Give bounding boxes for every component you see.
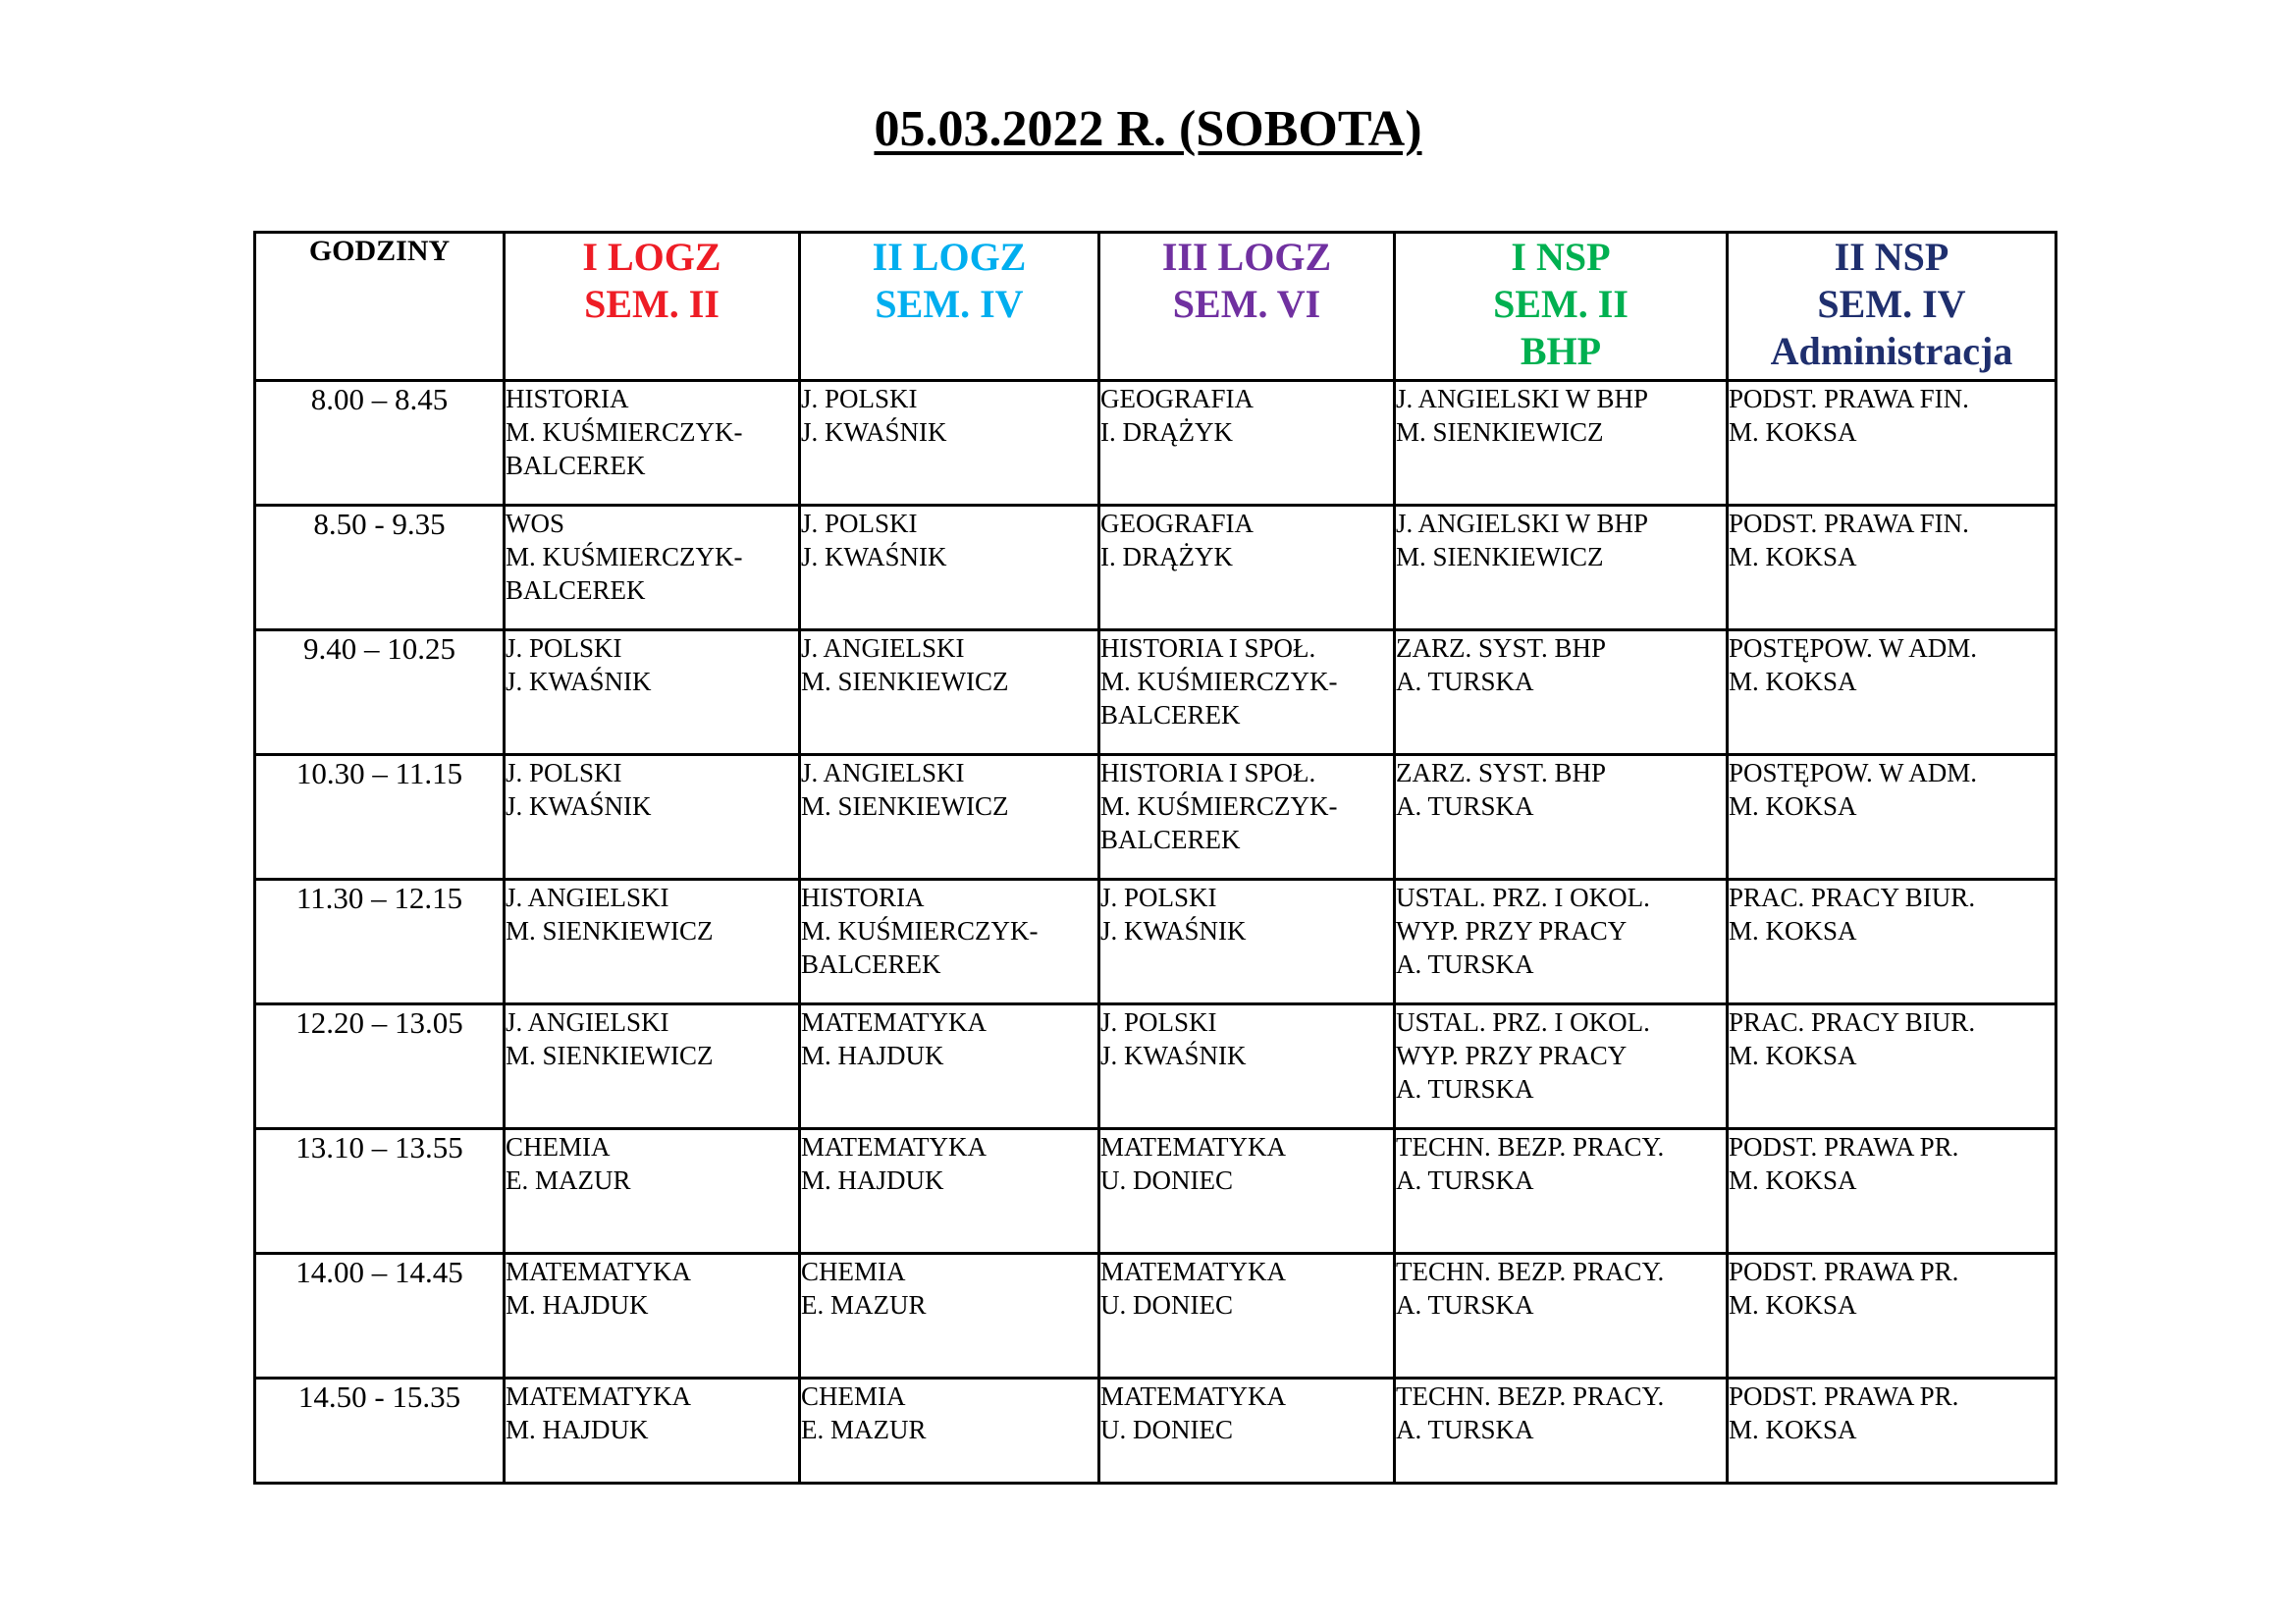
header-col-5-line: SEM. IV — [1817, 282, 1966, 326]
lesson-cell — [1728, 880, 2056, 1004]
header-col-5-line: II NSP — [1834, 235, 1949, 279]
lesson-cell — [1099, 1254, 1395, 1379]
lesson-cell — [1728, 1379, 2056, 1484]
lesson-cell — [505, 1254, 800, 1379]
lesson-line: M. SIENKIEWICZ — [801, 791, 1009, 821]
lesson-cell — [1395, 880, 1728, 1004]
table-row — [255, 880, 2056, 1004]
table-row — [255, 381, 2056, 506]
lesson-line: BALCEREK — [506, 451, 646, 480]
lesson-line: CHEMIA — [506, 1132, 611, 1162]
lesson-line: TECHN. BEZP. PRACY. — [1396, 1257, 1665, 1286]
lesson-line: POSTĘPOW. W ADM. — [1729, 633, 1978, 663]
time-slot: 9.40 – 10.25 — [255, 630, 505, 755]
header-col-3-line: SEM. VI — [1172, 282, 1321, 326]
lesson-line: J. ANGIELSKI — [506, 1007, 669, 1037]
lesson-cell — [800, 1379, 1099, 1484]
lesson-line: J. POLSKI — [1100, 883, 1217, 912]
lesson-line: A. TURSKA — [1396, 1290, 1534, 1320]
time-slot: 8.00 – 8.45 — [255, 381, 505, 506]
lesson-line: A. TURSKA — [1396, 1165, 1534, 1195]
lesson-line: U. DONIEC — [1100, 1290, 1233, 1320]
lesson-line: USTAL. PRZ. I OKOL. — [1396, 883, 1650, 912]
lesson-line: E. MAZUR — [801, 1290, 927, 1320]
lesson-line: M. KUŚMIERCZYK- — [506, 417, 743, 447]
header-col-4-line: BHP — [1520, 329, 1602, 373]
time-slot: 13.10 – 13.55 — [255, 1129, 505, 1254]
lesson-cell — [1395, 381, 1728, 506]
lesson-cell — [1099, 381, 1395, 506]
lesson-line: J. POLSKI — [1100, 1007, 1217, 1037]
lesson-cell — [505, 1004, 800, 1129]
lesson-line: CHEMIA — [801, 1257, 906, 1286]
time-slot: 11.30 – 12.15 — [255, 880, 505, 1004]
lesson-line: U. DONIEC — [1100, 1415, 1233, 1444]
lesson-line: GEOGRAFIA — [1100, 509, 1255, 538]
lesson-line: M. KOKSA — [1729, 417, 1857, 447]
lesson-cell — [1395, 1379, 1728, 1484]
lesson-line: TECHN. BEZP. PRACY. — [1396, 1132, 1665, 1162]
header-col-2-line: II LOGZ — [872, 235, 1027, 279]
lesson-cell — [1728, 1129, 2056, 1254]
lesson-cell — [1395, 1129, 1728, 1254]
lesson-line: J. ANGIELSKI — [506, 883, 669, 912]
schedule-body — [255, 381, 2056, 1484]
lesson-cell — [1099, 630, 1395, 755]
lesson-cell — [1395, 755, 1728, 880]
lesson-line: E. MAZUR — [506, 1165, 631, 1195]
lesson-line: M. SIENKIEWICZ — [506, 1041, 714, 1070]
lesson-line: HISTORIA I SPOŁ. — [1100, 758, 1316, 787]
table-row — [255, 1004, 2056, 1129]
lesson-line: M. KUŚMIERCZYK- — [1100, 791, 1338, 821]
lesson-line: M. SIENKIEWICZ — [1396, 542, 1604, 571]
lesson-line: MATEMATYKA — [506, 1257, 691, 1286]
lesson-line: E. MAZUR — [801, 1415, 927, 1444]
lesson-cell — [505, 1379, 800, 1484]
lesson-line: J. ANGIELSKI — [801, 758, 965, 787]
header-col-4-line: I NSP — [1511, 235, 1611, 279]
lesson-line: A. TURSKA — [1396, 1415, 1534, 1444]
lesson-cell — [505, 1129, 800, 1254]
lesson-cell — [1099, 1129, 1395, 1254]
lesson-line: BALCEREK — [1100, 825, 1241, 854]
time-slot: 8.50 - 9.35 — [255, 506, 505, 630]
lesson-line: HISTORIA — [801, 883, 925, 912]
lesson-cell — [1099, 1379, 1395, 1484]
lesson-line: M. KOKSA — [1729, 916, 1857, 946]
lesson-line: M. KOKSA — [1729, 542, 1857, 571]
header-col-5 — [1728, 233, 2056, 381]
lesson-line: J. ANGIELSKI W BHP — [1396, 384, 1649, 413]
lesson-cell — [505, 755, 800, 880]
lesson-line: M. KUŚMIERCZYK- — [1100, 667, 1338, 696]
lesson-line: USTAL. PRZ. I OKOL. — [1396, 1007, 1650, 1037]
lesson-line: A. TURSKA — [1396, 1074, 1534, 1104]
lesson-line: M. SIENKIEWICZ — [1396, 417, 1604, 447]
lesson-cell — [800, 755, 1099, 880]
header-row — [255, 233, 2056, 381]
lesson-line: ZARZ. SYST. BHP — [1396, 758, 1607, 787]
lesson-line: U. DONIEC — [1100, 1165, 1233, 1195]
lesson-line: WOS — [506, 509, 564, 538]
lesson-cell — [1099, 1004, 1395, 1129]
lesson-line: MATEMATYKA — [1100, 1381, 1286, 1411]
lesson-line: MATEMATYKA — [1100, 1132, 1286, 1162]
lesson-line: M. KUŚMIERCZYK- — [506, 542, 743, 571]
lesson-cell — [800, 880, 1099, 1004]
lesson-line: BALCEREK — [1100, 700, 1241, 730]
lesson-cell — [1728, 630, 2056, 755]
lesson-line: J. KWAŚNIK — [1100, 1041, 1247, 1070]
header-col-1-line: I LOGZ — [582, 235, 721, 279]
lesson-line: CHEMIA — [801, 1381, 906, 1411]
time-slot: 10.30 – 11.15 — [255, 755, 505, 880]
page-title — [0, 98, 2296, 161]
lesson-line: HISTORIA — [506, 384, 629, 413]
lesson-line: I. DRĄŻYK — [1100, 417, 1233, 447]
header-col-5-line: Administracja — [1770, 329, 2013, 373]
lesson-cell — [1395, 630, 1728, 755]
lesson-cell — [1728, 755, 2056, 880]
lesson-cell — [1728, 1004, 2056, 1129]
lesson-line: M. HAJDUK — [506, 1415, 649, 1444]
lesson-line: POSTĘPOW. W ADM. — [1729, 758, 1978, 787]
lesson-cell — [505, 630, 800, 755]
lesson-line: M. KOKSA — [1729, 1041, 1857, 1070]
lesson-line: M. SIENKIEWICZ — [506, 916, 714, 946]
lesson-cell — [800, 506, 1099, 630]
lesson-line: PODST. PRAWA FIN. — [1729, 384, 1969, 413]
lesson-line: GEOGRAFIA — [1100, 384, 1255, 413]
lesson-line: J. ANGIELSKI — [801, 633, 965, 663]
lesson-line: PODST. PRAWA PR. — [1729, 1381, 1959, 1411]
lesson-cell — [1728, 506, 2056, 630]
lesson-line: ZARZ. SYST. BHP — [1396, 633, 1607, 663]
lesson-line: PRAC. PRACY BIUR. — [1729, 883, 1976, 912]
table-row — [255, 755, 2056, 880]
lesson-cell — [800, 1254, 1099, 1379]
lesson-line: MATEMATYKA — [801, 1007, 987, 1037]
lesson-cell — [800, 630, 1099, 755]
time-slot: 12.20 – 13.05 — [255, 1004, 505, 1129]
header-col-1 — [505, 233, 800, 381]
lesson-line: A. TURSKA — [1396, 791, 1534, 821]
lesson-line: J. KWAŚNIK — [801, 417, 947, 447]
lesson-line: PODST. PRAWA PR. — [1729, 1132, 1959, 1162]
lesson-line: M. HAJDUK — [801, 1165, 944, 1195]
lesson-line: HISTORIA I SPOŁ. — [1100, 633, 1316, 663]
lesson-line: M. HAJDUK — [506, 1290, 649, 1320]
header-godziny: GODZINY — [255, 233, 505, 381]
lesson-cell — [1099, 755, 1395, 880]
time-slot: 14.00 – 14.45 — [255, 1254, 505, 1379]
lesson-cell — [1395, 506, 1728, 630]
lesson-line: M. KOKSA — [1729, 1290, 1857, 1320]
header-col-1-line: SEM. II — [584, 282, 720, 326]
lesson-line: PODST. PRAWA FIN. — [1729, 509, 1969, 538]
lesson-line: J. POLSKI — [801, 384, 918, 413]
table-row — [255, 1379, 2056, 1484]
time-slot: 14.50 - 15.35 — [255, 1379, 505, 1484]
lesson-line: M. KOKSA — [1729, 1415, 1857, 1444]
lesson-cell — [505, 880, 800, 1004]
lesson-line: TECHN. BEZP. PRACY. — [1396, 1381, 1665, 1411]
header-col-2-line: SEM. IV — [875, 282, 1024, 326]
lesson-line: A. TURSKA — [1396, 949, 1534, 979]
lesson-cell — [1728, 381, 2056, 506]
header-col-3 — [1099, 233, 1395, 381]
header-col-4 — [1395, 233, 1728, 381]
lesson-line: PRAC. PRACY BIUR. — [1729, 1007, 1976, 1037]
lesson-line: J. ANGIELSKI W BHP — [1396, 509, 1649, 538]
lesson-line: J. POLSKI — [801, 509, 918, 538]
lesson-line: WYP. PRZY PRACY — [1396, 1041, 1628, 1070]
lesson-line: M. KOKSA — [1729, 1165, 1857, 1195]
lesson-line: M. KOKSA — [1729, 791, 1857, 821]
lesson-cell — [1099, 880, 1395, 1004]
table-row — [255, 630, 2056, 755]
lesson-line: WYP. PRZY PRACY — [1396, 916, 1628, 946]
table-row — [255, 1254, 2056, 1379]
lesson-line: M. HAJDUK — [801, 1041, 944, 1070]
lesson-line: MATEMATYKA — [506, 1381, 691, 1411]
header-col-4-line: SEM. II — [1493, 282, 1629, 326]
lesson-cell — [800, 1004, 1099, 1129]
lesson-line: MATEMATYKA — [801, 1132, 987, 1162]
lesson-cell — [1395, 1254, 1728, 1379]
lesson-line: MATEMATYKA — [1100, 1257, 1286, 1286]
header-col-2 — [800, 233, 1099, 381]
lesson-cell — [1728, 1254, 2056, 1379]
lesson-line: M. KUŚMIERCZYK- — [801, 916, 1039, 946]
lesson-cell — [800, 381, 1099, 506]
lesson-line: J. KWAŚNIK — [1100, 916, 1247, 946]
schedule-table — [253, 231, 2057, 1485]
lesson-cell — [1395, 1004, 1728, 1129]
header-col-3-line: III LOGZ — [1161, 235, 1332, 279]
lesson-line: J. POLSKI — [506, 633, 622, 663]
lesson-line: I. DRĄŻYK — [1100, 542, 1233, 571]
lesson-line: PODST. PRAWA PR. — [1729, 1257, 1959, 1286]
lesson-line: BALCEREK — [801, 949, 941, 979]
page-title-text: 05.03.2022 R. (SOBOTA) — [874, 101, 1422, 157]
lesson-line: BALCEREK — [506, 575, 646, 605]
lesson-line: J. KWAŚNIK — [506, 667, 652, 696]
lesson-line: M. SIENKIEWICZ — [801, 667, 1009, 696]
lesson-line: J. POLSKI — [506, 758, 622, 787]
lesson-line: J. KWAŚNIK — [801, 542, 947, 571]
lesson-line: M. KOKSA — [1729, 667, 1857, 696]
lesson-cell — [505, 381, 800, 506]
lesson-cell — [1099, 506, 1395, 630]
lesson-cell — [505, 506, 800, 630]
lesson-line: J. KWAŚNIK — [506, 791, 652, 821]
lesson-line: A. TURSKA — [1396, 667, 1534, 696]
table-row — [255, 506, 2056, 630]
table-row — [255, 1129, 2056, 1254]
lesson-cell — [800, 1129, 1099, 1254]
